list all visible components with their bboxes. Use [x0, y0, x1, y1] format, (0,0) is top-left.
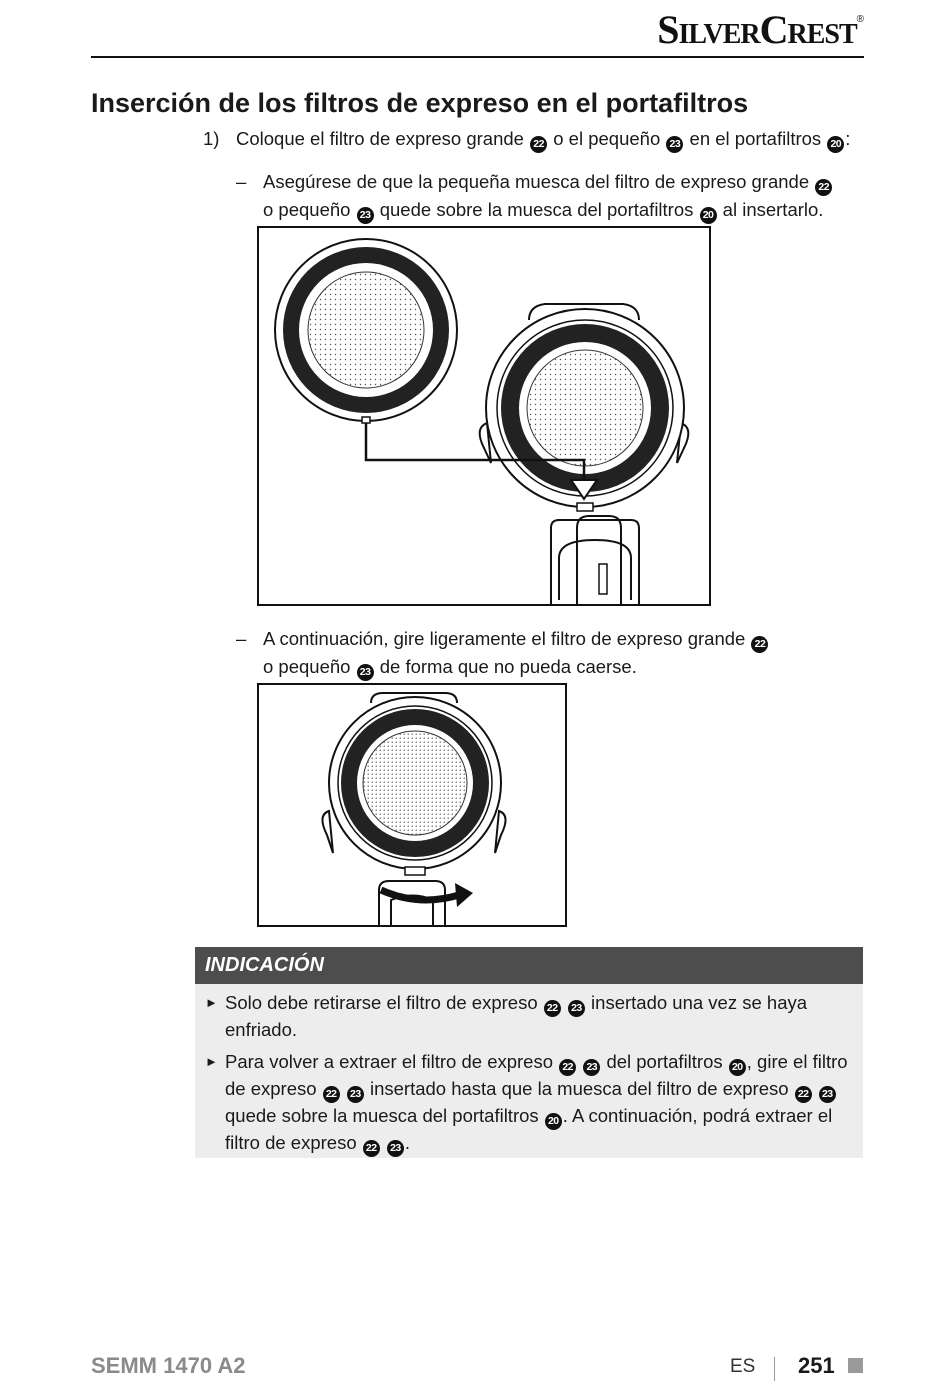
- figure-insert-filter: [257, 226, 711, 606]
- footer-square-icon: [848, 1358, 863, 1373]
- ref-22: 22: [323, 1086, 340, 1103]
- footer-separator: [774, 1357, 775, 1381]
- dash-marker: –: [236, 171, 247, 192]
- ref-22: 22: [559, 1059, 576, 1076]
- ref-20: 20: [827, 136, 844, 153]
- footer-language: ES: [730, 1356, 756, 1377]
- step-1: 1) Coloque el filtro de expreso grande 22 o el pequeño 23 en el portafiltros 20 :: [203, 128, 850, 153]
- dash-marker: –: [236, 628, 247, 649]
- ref-20: 20: [700, 207, 717, 224]
- ref-22: 22: [795, 1086, 812, 1103]
- header-rule: [91, 56, 864, 58]
- ref-23: 23: [583, 1059, 600, 1076]
- step-number: 1): [203, 128, 220, 149]
- ref-22: 22: [530, 136, 547, 153]
- figure-rotate-filter: [257, 683, 567, 927]
- ref-23: 23: [357, 207, 374, 224]
- note-box: INDICACIÓN ► Solo debe retirarse el filtro de expreso 22 23 insertado una vez se haya enfriado. ► Para volver a extraer el filtro de expreso 22 23 del portafiltros 20 , gire el filtro de expreso 22 23 insertado hasta que la muesca del filtro de expreso 22 23 quede sobre la muesca del portafiltros 20 . A continuación, podrá extraer el filtro de expreso 22 23 .: [195, 947, 863, 1158]
- ref-22: 22: [751, 636, 768, 653]
- bullet-arrow-icon: ►: [205, 995, 218, 1010]
- ref-23: 23: [357, 664, 374, 681]
- dash1-line2: o pequeño 23 quede sobre la muesca del portafiltros 20 al insertarlo.: [263, 196, 833, 224]
- dash2-line1: A continuación, gire ligeramente el filtro de expreso grande 22: [263, 625, 769, 653]
- ref-23: 23: [666, 136, 683, 153]
- ref-23: 23: [387, 1140, 404, 1157]
- footer-model: SEMM 1470 A2: [91, 1353, 246, 1378]
- ref-23: 23: [568, 1000, 585, 1017]
- ref-20: 20: [729, 1059, 746, 1076]
- section-title: Inserción de los filtros de expreso en el portafiltros: [91, 88, 749, 118]
- ref-22: 22: [363, 1140, 380, 1157]
- figure-insert-filter-illustration: [259, 228, 709, 604]
- ref-22: 22: [544, 1000, 561, 1017]
- dash1-line1: Asegúrese de que la pequeña muesca del filtro de expreso grande 22: [263, 168, 833, 196]
- bullet-arrow-icon: ►: [205, 1054, 218, 1069]
- ref-22: 22: [815, 179, 832, 196]
- figure-rotate-filter-illustration: [259, 685, 565, 925]
- note-heading: INDICACIÓN: [195, 947, 863, 984]
- ref-20: 20: [545, 1113, 562, 1130]
- silvercrest-logo: SilverCrest®: [657, 7, 863, 52]
- page-number: 251: [798, 1353, 835, 1378]
- dash2-line2: o pequeño 23 de forma que no pueda caerse.: [263, 653, 769, 681]
- ref-23: 23: [819, 1086, 836, 1103]
- ref-23: 23: [347, 1086, 364, 1103]
